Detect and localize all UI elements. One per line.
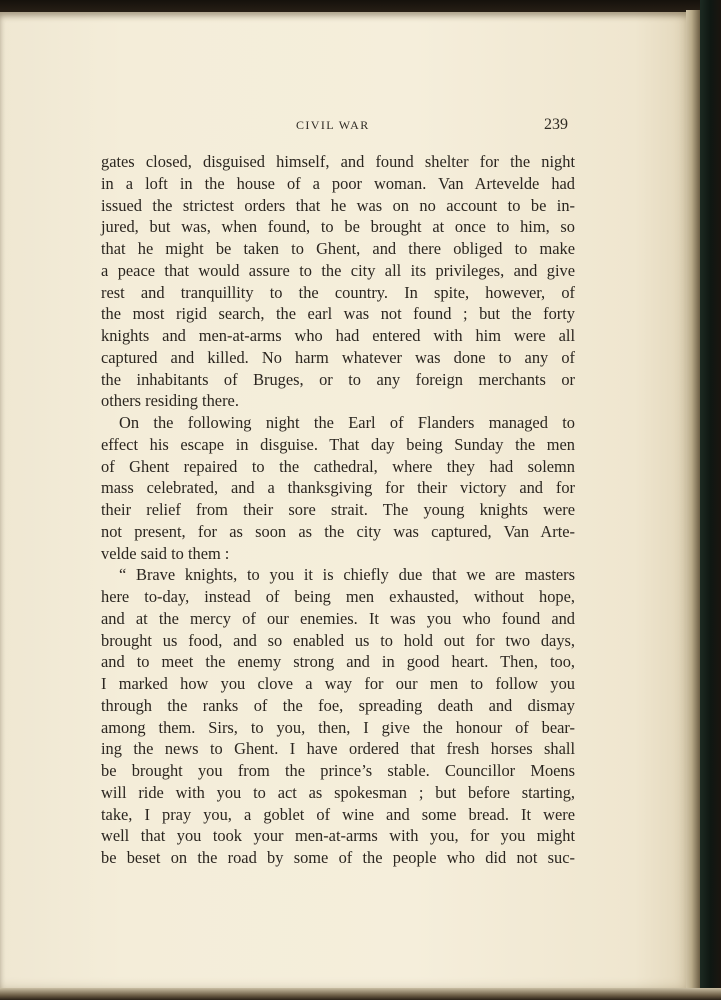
text-line: through the ranks of the foe, spreading death and dismay <box>101 695 575 715</box>
text-line: effect his escape in disguise. That day being Sunday the men <box>101 434 575 454</box>
text-line: a peace that would assure to the city all its privileges, and give <box>101 260 575 280</box>
text-line: knights and men-at-arms who had entered with him were all <box>101 326 575 345</box>
text-line: brought us food, and so enabled us to hold out for two days, <box>101 630 575 650</box>
book-cover-edge <box>700 0 721 1000</box>
text-line: the inhabitants of Bruges, or to any foreign merchants or <box>101 369 575 389</box>
text-line: be beset on the road by some of the people who did not suc- <box>101 848 575 867</box>
text-line: the most rigid search, the earl was not found ; but the forty <box>101 304 575 324</box>
text-line: take, I pray you, a goblet of wine and some bread. It were <box>101 804 575 824</box>
text-line: here to-day, instead of being men exhausted, without hope, <box>101 587 575 606</box>
text-line: rest and tranquillity to the country. In spite, however, of <box>101 282 575 302</box>
text-line: jured, but was, when found, to be brought at once to him, so <box>101 217 575 237</box>
text-line: that he might be taken to Ghent, and there obliged to make <box>101 239 575 258</box>
text-line: and to meet the enemy strong and in good heart. Then, too, <box>101 652 575 672</box>
text-line: their relief from their sore strait. The young knights were <box>101 500 575 519</box>
page-fore-edge <box>686 10 700 990</box>
text-line: I marked how you clove a way for our men to follow you <box>101 674 575 693</box>
text-line: velde said to them : <box>101 543 230 563</box>
text-line: others residing there. <box>101 391 239 411</box>
page-header <box>0 116 690 138</box>
text-line: be brought you from the prince’s stable. Councillor Moens <box>101 761 575 780</box>
text-line: gates closed, disguised himself, and found shelter for the night <box>101 152 575 171</box>
page-number: 239 <box>544 116 568 133</box>
text-line: “ Brave knights, to you it is chiefly due that we are masters <box>119 565 575 585</box>
text-line: not present, for as soon as the city was captured, Van Arte- <box>101 521 575 541</box>
text-line: and at the mercy of our enemies. It was you who found and <box>101 608 575 628</box>
text-line: captured and killed. No harm whatever was done to any of <box>101 347 575 367</box>
scan-bottom-edge <box>0 988 721 1000</box>
text-line: in a loft in the house of a poor woman. Van Artevelde had <box>101 173 575 193</box>
text-line: among them. Sirs, to you, then, I give the honour of bear- <box>101 717 575 737</box>
text-line: On the following night the Earl of Flanders managed to <box>119 413 575 432</box>
book-page <box>0 12 690 988</box>
body-text <box>101 151 575 869</box>
text-line: of Ghent repaired to the cathedral, where they had solemn <box>101 456 575 476</box>
text-line: mass celebrated, and a thanksgiving for their victory and for <box>101 478 575 498</box>
text-line: well that you took your men-at-arms with you, for you might <box>101 826 575 846</box>
text-line: issued the strictest orders that he was on no account to be in- <box>101 195 575 215</box>
text-line: will ride with you to act as spokesman ; but before starting, <box>101 782 575 802</box>
text-line: ing the news to Ghent. I have ordered that fresh horses shall <box>101 739 575 759</box>
running-head: CIVIL WAR <box>296 118 370 132</box>
